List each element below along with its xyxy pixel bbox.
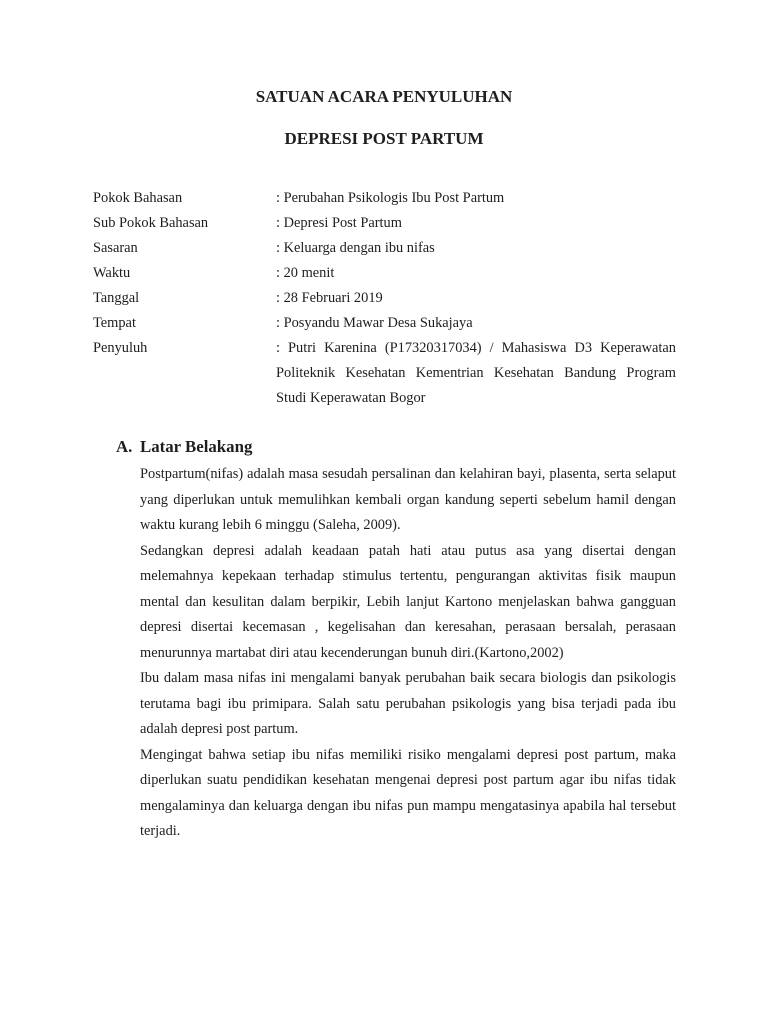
meta-value: : 20 menit xyxy=(276,265,335,281)
meta-value: : Posyandu Mawar Desa Sukajaya xyxy=(276,315,473,331)
paragraph: Sedangkan depresi adalah keadaan patah hati atau putus asa yang disertai dengan melemahnya kepekaan terhadap stimulus tertentu, pengurangan aktivitas fisik maupun mental dan kesulitan dalam berpikir, Lebih lanjut Kartono menjelaskan bahwa gangguan depresi disertai kecemasan , kegelisahan dan keresahan, perasaan bersalah, perasaan menurunnya martabat diri atau kecenderungan bunuh diri.(Kartono,2002) xyxy=(140,542,676,661)
section-letter: A. xyxy=(116,437,133,456)
meta-table xyxy=(93,186,676,411)
meta-label: Sasaran xyxy=(93,240,138,256)
section-latar-belakang xyxy=(116,437,676,845)
section-heading xyxy=(116,437,676,457)
meta-value: : Keluarga dengan ibu nifas xyxy=(276,240,435,256)
meta-value: : Putri Karenina (P17320317034) / Mahasiswa D3 Keperawatan Politeknik Kesehatan Kementrian Kesehatan Bandung Program Studi Keperawatan Bogor xyxy=(276,340,676,406)
meta-row-waktu xyxy=(93,261,676,286)
meta-label: Tanggal xyxy=(93,290,140,306)
meta-label: Tempat xyxy=(93,315,136,331)
meta-row-tanggal xyxy=(93,286,676,311)
meta-row-sasaran xyxy=(93,236,676,261)
meta-label: Pokok Bahasan xyxy=(93,190,183,206)
meta-label: Sub Pokok Bahasan xyxy=(93,215,209,231)
meta-value: : 28 Februari 2019 xyxy=(276,290,383,306)
meta-row-tempat xyxy=(93,311,676,336)
meta-label: Penyuluh xyxy=(93,340,148,356)
meta-label: Waktu xyxy=(93,265,131,281)
meta-value: : Perubahan Psikologis Ibu Post Partum xyxy=(276,190,505,206)
section-title: Latar Belakang xyxy=(140,437,253,456)
section-body xyxy=(140,462,676,845)
meta-row-penyuluh xyxy=(93,336,676,411)
meta-row-sub-pokok-bahasan xyxy=(93,211,676,236)
paragraph: Postpartum(nifas) adalah masa sesudah persalinan dan kelahiran bayi, plasenta, serta selaput yang diperlukan untuk memulihkan kembali organ kandung seperti sebelum hamil dengan waktu kurang lebih 6 minggu (Saleha, 2009). xyxy=(140,466,676,533)
meta-row-pokok-bahasan xyxy=(93,186,676,211)
paragraph: Mengingat bahwa setiap ibu nifas memiliki risiko mengalami depresi post partum, maka diperlukan suatu pendidikan kesehatan mengenai depresi post partum agar ibu nifas tidak mengalaminya dan keluarga dengan ibu nifas pun mampu mengatasinya apabila hal tersebut terjadi. xyxy=(140,746,676,839)
document-title: SATUAN ACARA PENYULUHAN xyxy=(255,87,513,106)
paragraph: Ibu dalam masa nifas ini mengalami banyak perubahan baik secara biologis dan psikologis terutama bagi ibu primipara. Salah satu perubahan psikologis yang bisa terjadi pada ibu adalah depresi post partum. xyxy=(140,670,676,737)
meta-value: : Depresi Post Partum xyxy=(276,215,402,231)
document-subtitle: DEPRESI POST PARTUM xyxy=(284,129,484,148)
